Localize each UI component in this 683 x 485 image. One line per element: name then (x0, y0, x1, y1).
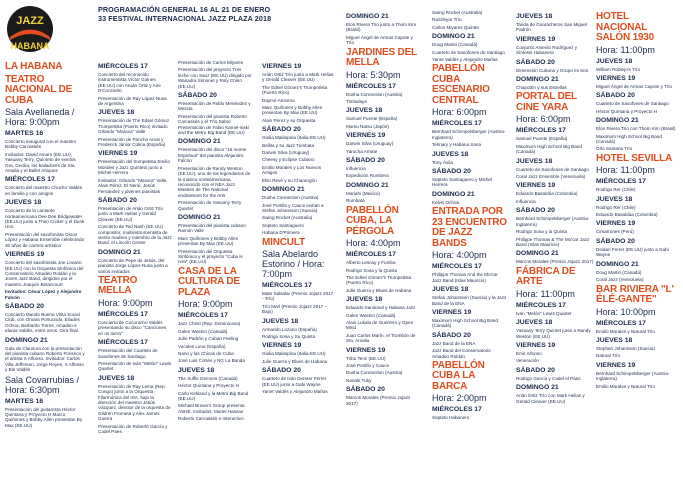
event-entry: Cuarteto de Saxofones de Santiago (516, 166, 589, 172)
event-entry: Presentación de Yasuany Terry Quartet (178, 200, 242, 211)
venue-subheading: Hora: 6:00pm (516, 114, 571, 125)
event-entry: Presentación de Pancho Amat y Frederick Júnior Colina (España) (98, 136, 166, 148)
day-heading: VIERNES 19 (516, 341, 556, 349)
day-heading: DOMINGO 21 (516, 384, 559, 392)
event-entry: Yasuany Terry Quintet junto a Randy Weston (EE.UU) (516, 328, 591, 339)
event-entry: Septeto Santiaguero y Michel Herrera (432, 177, 493, 188)
event-entry: Concierto del maestro Chucho Valdés en familia y con amigos (5, 185, 83, 196)
event-entry: Eduardo Basaldúa (Colombia) (596, 212, 658, 218)
event-entry: Marc Quiñones y Bobby Allen presentan By Max (EE.UU) (178, 235, 239, 247)
day-heading: VIERNES 19 (516, 35, 556, 43)
event-entry: Jazz Band del Conservatorio Amadeo Roldán (432, 348, 491, 359)
event-entry: Trío Marl (Premio Jojazz 2017 - Bajo) (262, 303, 327, 315)
event-entry: Arián Ortiz Trío junto a Mark Helias y Gerald Cleaver (EE.UU) (262, 72, 334, 83)
event-entry: Alain Lukala de Guerrero y Open Mind (346, 320, 414, 331)
venue-heading: BAR RIVIERA "L' ÉLÉ-GANTE" (596, 283, 674, 305)
event-entry: Timbalaye (346, 99, 368, 105)
event-entry: Rodrigo García y Cadel el Paso (516, 375, 581, 381)
day-heading: SÁBADO 20 (5, 302, 44, 310)
event-entry: Bellita y su Jazz Tumbata (262, 142, 315, 148)
day-heading: VIERNES 19 (262, 342, 302, 350)
event-entry: Cheesy y Eclipse Cubano (262, 157, 315, 163)
event-entry: Armando Lozano (España) (262, 326, 317, 332)
day-heading: SÁBADO 20 (432, 168, 471, 176)
event-entry: Tony Ávila (432, 159, 453, 165)
event-entry: Rodrigo Sosa y la Quinta (346, 267, 398, 273)
event-entry: Giulia Malaspina (Italia-EE.UU) (262, 351, 326, 357)
venue-subheading: Hora: 10:00pm (596, 306, 656, 317)
day-heading: VIERNES 19 (98, 150, 138, 158)
event-entry: Coral Jazz Ensemble (Venezuela) (516, 174, 586, 180)
event-entry: Carlo Kirkland y la Metro Big Band (EE.UU) (178, 390, 249, 401)
day-heading: MIÉRCOLES 17 (346, 82, 396, 90)
event-entry: Deidan Ferrer (EE.UU) junto a Gabi Wayne (596, 246, 669, 258)
program-column-4 (262, 60, 334, 480)
day-heading: MIÉRCOLES 17 (432, 406, 482, 414)
event-entry: Presentación del saxofonista Oscar López y Habana Ensemble celebrando 30 años de carrera artística (5, 231, 85, 248)
event-entry: Yanet Valdés y Alejandro Mañas (262, 389, 328, 395)
event-entry: Presentación del Cuarteto de Saxofones de Santiago (98, 348, 158, 359)
event-entry: Nano y las Chicas de Cuba (178, 350, 234, 356)
event-entry: Rodrigo Rer (Chile) (596, 187, 636, 193)
event-entry: Presentación de Pablo Menéndez y Mezcla (178, 101, 251, 112)
event-entry: Presentación de Ray López-Nusa de Argentina (98, 95, 167, 107)
event-entry: Cuarteto de Iván Dereter Ferrer (EE.UU) junto a Gabi Wayne (262, 376, 327, 387)
event-entry: Philippe Thomas & The Mo'car Jazz Band (Islas Mauricio) (516, 236, 590, 247)
venue-heading: HOTEL NACIONAL SALÓN 1930 (596, 11, 655, 43)
festival-logo (4, 4, 56, 54)
day-heading: JUEVES 18 (596, 336, 633, 344)
day-heading: MIÉRCOLES 17 (5, 176, 55, 184)
event-entry: Emilio Morales y Natural Trío (596, 328, 655, 334)
day-heading: JUEVES 18 (516, 157, 553, 165)
event-entry: Michael Brown's Group presenta ASHÉ. Invitados: Muriel Hassan (178, 403, 245, 414)
event-entry: Mamu Natsu (Japón) (346, 123, 389, 129)
event-entry: Samuel Puente (España) (516, 136, 568, 142)
event-entry: José Portillo y Cauce invitan a Stefan Johansson (Suecia) (262, 202, 324, 213)
day-heading: MIÉRCOLES 17 (98, 310, 148, 318)
event-entry: Elon Rivera Trío junto a Thom Kim (Brasil) (346, 22, 417, 33)
event-entry: Jazz Band de la ENA (432, 340, 476, 346)
event-entry: Presentación del disco "16 monte Espiritual" del pianista Alejandro Falcón (178, 147, 247, 164)
venue-heading: JARDINES DEL MELLA (346, 46, 417, 69)
event-entry: Habana D'Primera (262, 230, 300, 236)
event-entry: Alain Pérez y su Orquesta (262, 117, 316, 123)
svg-text:JAZZ: JAZZ (16, 15, 44, 27)
day-heading: MIÉRCOLES 17 (98, 339, 148, 347)
event-entry: Presentación del pianista cubano Ramón Valle (178, 222, 246, 234)
venue-subheading: Sala Avellaneda / Hora: 9:00pm (5, 107, 75, 127)
event-entry: Cuarteto de Saxofones de Santiago (596, 101, 669, 107)
day-heading: MIÉRCOLES 17 (596, 319, 646, 327)
venue-subheading: Hora: 11:00pm (596, 165, 655, 176)
event-entry: Dusha Connection (Austria) (262, 195, 319, 201)
event-entry: Dusha Connection (Austria) (346, 91, 403, 97)
event-entry: Concierto de Ted Nash (EE.UU) compositor, multiinstrumentista de viento madera y miembro de la Jazz Band, el Lincoln Center (98, 224, 172, 246)
event-entry: Presentación de Iván "Melón" Lewis Quartet (98, 361, 172, 372)
day-heading: JUEVES 18 (178, 366, 215, 374)
event-entry: Arián Ortiz Trío con Mark Helias y Gerald Cleaver (EE.UU) (516, 393, 585, 404)
event-entry: Presentación del guitarrista Héctor Quintana y Proyecto H Marco Quiñones y Bobby Allen presentan By Max (EE.UU) (5, 406, 83, 428)
event-entry: Roberto Carcassés e Interactivo (178, 416, 244, 422)
event-entry: Yarucha Arriate (346, 148, 378, 154)
day-heading: SÁBADO 20 (432, 331, 471, 339)
event-entry: Emilio Morales y Los Nuevos Amigos (262, 164, 322, 176)
event-entry: Samuel Puente (España) (346, 116, 398, 122)
event-entry: Influencia (516, 198, 536, 204)
event-entry: Miguel Ángel de Armas Capote y Trío (346, 34, 413, 46)
event-entry: José Luis Cortés y NG La Banda (178, 358, 245, 364)
event-entry: Swing Rocket (Australia) (432, 10, 483, 15)
day-heading: MIÉRCOLES 17 (596, 178, 646, 186)
event-entry: Telmary y Habana Sana (432, 142, 482, 148)
event-entry: Marc Quiñones y Bobby Allen presentan By Max (EE.UU) (262, 105, 323, 116)
event-entry: Stephen Johansson (Suecia) (596, 345, 655, 351)
event-entry: Yanet Valdés y Alejandro Mañas (432, 57, 498, 63)
venue-heading: PABELLÓN CUBA, LA PÉRGOLA (346, 204, 399, 237)
event-entry: Concierto de Pepe de Jesús, del pianista Jorge López-Nusa junto a varios invitados (98, 257, 168, 274)
event-entry: Emilio Morales y Natural Trío (596, 383, 655, 389)
day-heading: VIERNES 19 (596, 361, 636, 369)
event-entry: Julio Padrón y Cuban Feeling (178, 336, 239, 342)
event-entry: Presentación del proyecto Tres leche con Sauz (EE.UU) dirigido por Wanadra Simonet y Roly Chino (EE.UU) (178, 67, 252, 89)
event-entry: William Roblejo's Trío (596, 66, 641, 72)
event-entry: Emir Alfonso (516, 350, 542, 356)
event-entry: Philippe Thomas And the Mo'car Jazz Band (Islas Mauricio) (432, 272, 498, 283)
event-entry: Bernhard Schimpelsberger (Austria-Inglaterra) (432, 129, 506, 140)
event-entry: Maximum High School Big Band (Canadá) (596, 133, 662, 144)
event-entry: Invitados: César López y Alejandro Falcón (5, 289, 82, 300)
program-column-8 (596, 10, 678, 480)
event-entry: Héctor Quintana y Proyecto H (596, 108, 658, 114)
event-entry: Nanaki Tuby (346, 377, 372, 383)
event-entry: Alberto Lescay y Fumba (346, 260, 396, 266)
venue-subheading: Hora: 11:00pm (596, 44, 655, 55)
event-entry: Invitados: Orlando "Maraca" Valle, Alain Pérez, El Nené, Jesús Fernández y jóvenes pianistas (98, 177, 168, 194)
venue-heading: HOTEL SEVILLA (596, 152, 673, 164)
day-heading: SÁBADO 20 (346, 386, 385, 394)
event-entry: Tanda de Guaracheros San Miguel Padrón (516, 22, 587, 33)
event-entry: Natural Trío (596, 353, 620, 359)
day-heading: DOMINGO 21 (432, 33, 475, 41)
event-entry: Daymé Arocena (262, 97, 295, 103)
event-entry: Mariahi (Mexico) (346, 190, 380, 196)
event-entry: Maximum High School Big Band (Canadá) (432, 317, 498, 329)
event-entry: Kelvis Ochoa (432, 199, 460, 205)
event-entry: Presentación del Orquesta Sinfónica y el proyecto "Cuba is now" (EE.UU) (178, 248, 243, 265)
venue-heading: FÁBRICA DE ARTE (516, 265, 576, 288)
day-heading: JUEVES 18 (596, 195, 633, 203)
venue-subheading: Hora: 11:00pm (516, 288, 575, 299)
program-header (98, 6, 368, 23)
event-entry: Doug Martin (Canadá) (432, 42, 478, 48)
day-heading: JUEVES 18 (5, 199, 42, 207)
program-column-1 (5, 60, 85, 480)
day-heading: DOMINGO 21 (596, 260, 639, 268)
program-title: PROGRAMACIÓN GENERAL 16 AL 21 DE ENERO (98, 5, 271, 14)
day-heading: JUEVES 18 (432, 150, 469, 158)
event-entry: Iván "Melón" Lewis Quartet (516, 310, 572, 316)
venue-heading: PORTAL DEL CINE YARA (516, 91, 577, 113)
event-entry: Tribu Tenz (EE.UU) (346, 355, 386, 361)
event-entry: Concierto del reconocido instrumentista Víctor Goines (EE.UU) con Aruán Ortiz y Aire D'Concierto (98, 72, 161, 94)
venue-subheading: Hora: 9:00pm (178, 299, 233, 310)
event-entry: Julie Guerra y Blues de Habana (346, 287, 412, 293)
day-heading: MARTES 16 (5, 397, 44, 405)
day-heading: JUEVES 18 (432, 286, 469, 294)
program-column-5 (346, 10, 418, 480)
day-heading: SÁBADO 20 (98, 196, 137, 204)
event-entry: Rodrigo Sosa y la Quinta (516, 229, 568, 235)
event-entry: Chapottín y sus Estrellas (516, 85, 567, 91)
day-heading: MIÉRCOLES 17 (346, 251, 396, 259)
event-entry: Presentación de Roberto García y Cadel Paes (98, 423, 168, 435)
event-entry: Swing Rocket (Australia) (262, 215, 313, 221)
day-heading: MIÉRCOLES 17 (178, 312, 228, 320)
venue-heading: PABELLÓN CUBA LA BARCA (432, 359, 485, 392)
event-entry: Marcos Morales (Premio Jojazz 2017) (346, 395, 411, 406)
event-entry: José Portillo y Cauce (346, 363, 390, 369)
day-heading: DOMINGO 21 (5, 336, 48, 344)
event-entry: The Edsel Gómez's Trumpetista (Puerto Rico) (346, 275, 412, 286)
event-entry: Rodrigo Sosa y Su Quinta (262, 334, 316, 340)
day-heading: SÁBADO 20 (262, 126, 301, 134)
event-entry: Invitados: David Amaro (EE.UU), Yasuany Terry, Quinteto de vientos Gra, Cecilia, los bailadores de Sta. Amalia y el Ballet Ahiquez (5, 151, 76, 174)
day-heading: SÁBADO 20 (516, 366, 555, 374)
event-entry: Galen Weston (Canadá) (346, 312, 396, 318)
day-heading: DOMINGO 21 (178, 213, 221, 221)
day-heading: DOMINGO 21 (346, 13, 389, 20)
event-entry: Expedición Rumbera (346, 173, 389, 179)
event-entry: Presentación del trompetista Emilio Morales y Jazz Quinteto junto a Michel Herrera (98, 159, 171, 176)
event-entry: Jazz Christ (Rep. Dominicana) (178, 321, 241, 327)
event-entry: Presentación del pianista Roberto Carcassés y el Trío Sabor Presentación de Fabio Kamel-niski and the Metro Big Band (EE.UU) (178, 113, 249, 136)
venue-heading: CASA DE LA CULTURA DE PLAZA (178, 265, 240, 298)
event-entry: The Edsel Gómez's Trumpetista (Puerto Rico) (262, 84, 328, 96)
event-entry: The Suffle Demons (Canadá) (178, 375, 238, 381)
event-entry: Concierto de Cucurucho Valdés presentando su disco "Canciones en mi tierra" (98, 319, 167, 336)
event-entry: Eduardo Sandoval y Habana Jazz (346, 305, 416, 311)
event-entry: Orlo Santana Trío (596, 146, 633, 152)
day-heading: DOMINGO 21 (596, 117, 639, 125)
event-entry: Darwin Silva (Uruguay) (262, 150, 310, 156)
event-entry: Galen Weston (Canadá) (178, 328, 228, 334)
event-entry: Miguel Ángel de Armas Capote y Trío (596, 83, 673, 89)
day-heading: JUEVES 18 (516, 13, 553, 20)
event-entry: Concierto Mundo Buena Vista Social Club, con Omara Portuondo, Eliades Ochoa, Barbarito Torres, Amadito e Idania Valdés, entre otros. Gira final (5, 311, 80, 334)
day-heading: SÁBADO 20 (178, 92, 217, 100)
day-heading: JUEVES 18 (98, 374, 135, 382)
event-entry: Influencia (346, 166, 366, 172)
day-heading: SÁBADO 20 (596, 237, 635, 245)
venue-heading: ENTRADA POR 23 ENCUENTRO DE JAZZ BANDS (432, 206, 507, 249)
event-entry: Héctor Quintana y Proyecto H (178, 383, 240, 389)
day-heading: VIERNES 19 (5, 251, 45, 259)
event-entry: Gala de Clausura con la presentación del pianista cubano Roberto Fonseca y el artista X Alfonso. Invitados: Carlos Villa Jefferson, Jorge Reyes, X Alfonso y Ele Valdés (5, 345, 85, 373)
event-entry: Julie Guerra y Blues de Habana (262, 358, 328, 364)
day-heading: DOMINGO 21 (516, 250, 559, 258)
day-heading: DOMINGO 21 (432, 190, 475, 198)
day-heading: JUEVES 18 (262, 317, 299, 325)
event-entry: Rumbatá (346, 198, 365, 204)
event-entry: Coral Jazz (Venezuela) (596, 277, 644, 283)
event-entry: Carlos Miyares Quintet (432, 24, 479, 30)
event-entry: Presentación de Randy Weston (EE.UU), uno de los legendarios de la música norteamericana reconocido con el NEA Jazz Masters de The National endowment for the Arts (178, 165, 251, 198)
venue-subheading: Hora: 4:00pm (346, 238, 401, 249)
day-heading: DOMINGO 21 (346, 181, 389, 189)
venue-heading: TEATRO NACIONAL DE CUBA (5, 73, 73, 106)
event-entry: Stefan Johansson (Suecia) y la Jazz Band de la ENA (432, 295, 507, 306)
event-entry: Concierto de la cantante norteamericana Dee Dee Bridgewater (EE.UU) junto a Theo Croker y el Dunk Uno (5, 208, 85, 230)
day-heading: VIERNES 19 (516, 182, 556, 190)
event-entry: Bernhard Schimpelsberger (Austria-Inglaterra) (516, 216, 590, 227)
event-entry: Elito Revé y su Charangón (262, 177, 317, 183)
day-heading: VIERNES 19 (346, 346, 386, 354)
event-entry: Razzleyar Trío (432, 17, 462, 23)
day-heading: MIÉRCOLES 17 (98, 63, 148, 70)
day-heading: SÁBADO 20 (262, 367, 301, 375)
day-heading: MIÉRCOLES 17 (432, 120, 482, 128)
venue-subheading: Sala Covarrubias / Hora: 6:30pm (5, 374, 80, 395)
program-column-7 (516, 10, 594, 480)
venue-subheading: Hora: 2:00pm (432, 393, 487, 404)
event-entry: Darwin Silva (Uruguay) (346, 141, 394, 147)
venue-heading: PABELLÓN CUBA ESCENARIO CENTRAL (432, 63, 490, 106)
day-heading: VIERNES 19 (596, 74, 636, 82)
day-heading: JUEVES 18 (98, 109, 135, 117)
day-heading: DOMINGO 21 (98, 248, 141, 256)
day-heading: DOMINGO 21 (178, 138, 221, 146)
event-entry: Mate Salsalar (Premio Jojazz 2017 - Trío) (262, 291, 334, 302)
event-entry: Septeto Habanero (432, 415, 470, 421)
event-entry: Giulia Malaspina (Italia-EE.UU) (262, 135, 326, 141)
day-heading: VIERNES 19 (262, 63, 302, 70)
event-entry: Presentación de Ray Lema (Rep. Congo) junto a la Orquesta Filarmónica del ISA, bajo la dirección del maestro Jesús Vázquez, director de la orquesta de Gildren Frometa y Alex James Guerra (98, 383, 171, 422)
venue-subheading: Sala Abelardo Estorino / Hora: 7:00pm (262, 249, 325, 280)
event-entry: Veneración (516, 358, 539, 364)
venue-subheading: Hora: 6:00pm (432, 107, 487, 118)
venue-heading: TEATRO MELLA (98, 274, 138, 297)
day-heading: VIERNES 19 (596, 220, 636, 228)
event-entry: Conjunto Arsenio Rodríguez y Síntesis Habanera (516, 44, 578, 56)
program-column-6 (432, 10, 508, 480)
day-heading: SÁBADO 20 (346, 157, 385, 165)
day-heading: JUEVES 18 (596, 57, 633, 65)
program-column-3 (178, 60, 252, 480)
day-heading: SÁBADO 20 (516, 58, 555, 66)
event-entry: Marcos Morales (Premio Jojazz 2017) (516, 259, 594, 265)
event-entry: Dimensión Cubana y Grupo mi Son (516, 67, 589, 73)
event-entry: Cuarteto de Saxofones de Santiago (432, 49, 505, 55)
event-entry: Concierto inaugural con el maestro Bobby Carcassés (5, 139, 77, 150)
event-entry: Rodrigo Rer (Chile) (596, 204, 636, 210)
day-heading: SÁBADO 20 (516, 207, 555, 215)
event-entry: Cimarrones (Perú) (596, 229, 634, 235)
day-heading: JUEVES 18 (346, 107, 383, 115)
venue-subheading: Hora: 4:00pm (432, 250, 487, 261)
event-entry: Bernhard Schimpelsberger (Austria-Inglaterra) (596, 370, 670, 382)
venue-heading: LA HABANA (5, 61, 63, 72)
festival-name: 33 FESTIVAL INTERNACIONAL JAZZ PLAZA 2018 (98, 13, 272, 23)
svg-text:HABANA: HABANA (10, 41, 50, 51)
venue-subheading: Hora: 9:00pm (98, 297, 153, 308)
event-entry: Concierto del saxofonista Joe Lovano (EE.UU) con la Orquesta Sinfónica del Conservatorio Amadeo Roldán y la Joven Jazz Band, dirigidos por el maestro Joaquín Betancourt (5, 260, 84, 287)
venue-subheading: Hora: 5:30pm (346, 69, 401, 80)
event-entry: Doug Martin (Canadá) (596, 269, 642, 275)
event-entry: Elon Rivera Trío con Thom Kim (Brasil) (596, 126, 676, 132)
day-heading: JUEVES 18 (346, 296, 383, 304)
day-heading: MIÉRCOLES 17 (516, 301, 566, 309)
day-heading: SÁBADO 20 (596, 92, 635, 100)
day-heading: VIERNES 19 (346, 132, 386, 140)
event-entry: Presentación de The Edsel Gómez Trumpetista (Puerto Rico) invitado Orlando "Maraca" Valle (98, 118, 170, 135)
event-entry: Presentación de Carlos Miyares (178, 60, 244, 65)
event-entry: Eduardo Basaldúa (Colombia) (516, 191, 578, 197)
event-entry: Maximum High School Big Band (Canadá) (516, 143, 582, 155)
program-column-2 (98, 60, 172, 480)
day-heading: VIERNES 19 (432, 308, 472, 316)
event-entry: Juan Carlos Marín, el Trombón de Sta. Amalia (346, 332, 416, 344)
event-entry: Presentación de Arián Ortiz Trío junto a Mark Helias y Gerald Cleaver (EE.UU) (98, 205, 164, 222)
event-entry: Dusha Connection (Austria) (346, 370, 403, 376)
day-heading: MIÉRCOLES 17 (262, 282, 312, 290)
event-entry: Vocales Luna (España) (178, 343, 226, 349)
day-heading: MIÉRCOLES 17 (516, 127, 566, 135)
venue-heading: MINCULT (262, 236, 305, 248)
day-heading: MARTES 16 (5, 130, 44, 137)
day-heading: DOMINGO 21 (262, 186, 305, 194)
day-heading: JUEVES 18 (516, 319, 553, 327)
day-heading: MIÉRCOLES 17 (432, 263, 482, 271)
event-entry: Septeto Santiaguero (262, 222, 304, 228)
day-heading: DOMINGO 21 (516, 76, 559, 84)
